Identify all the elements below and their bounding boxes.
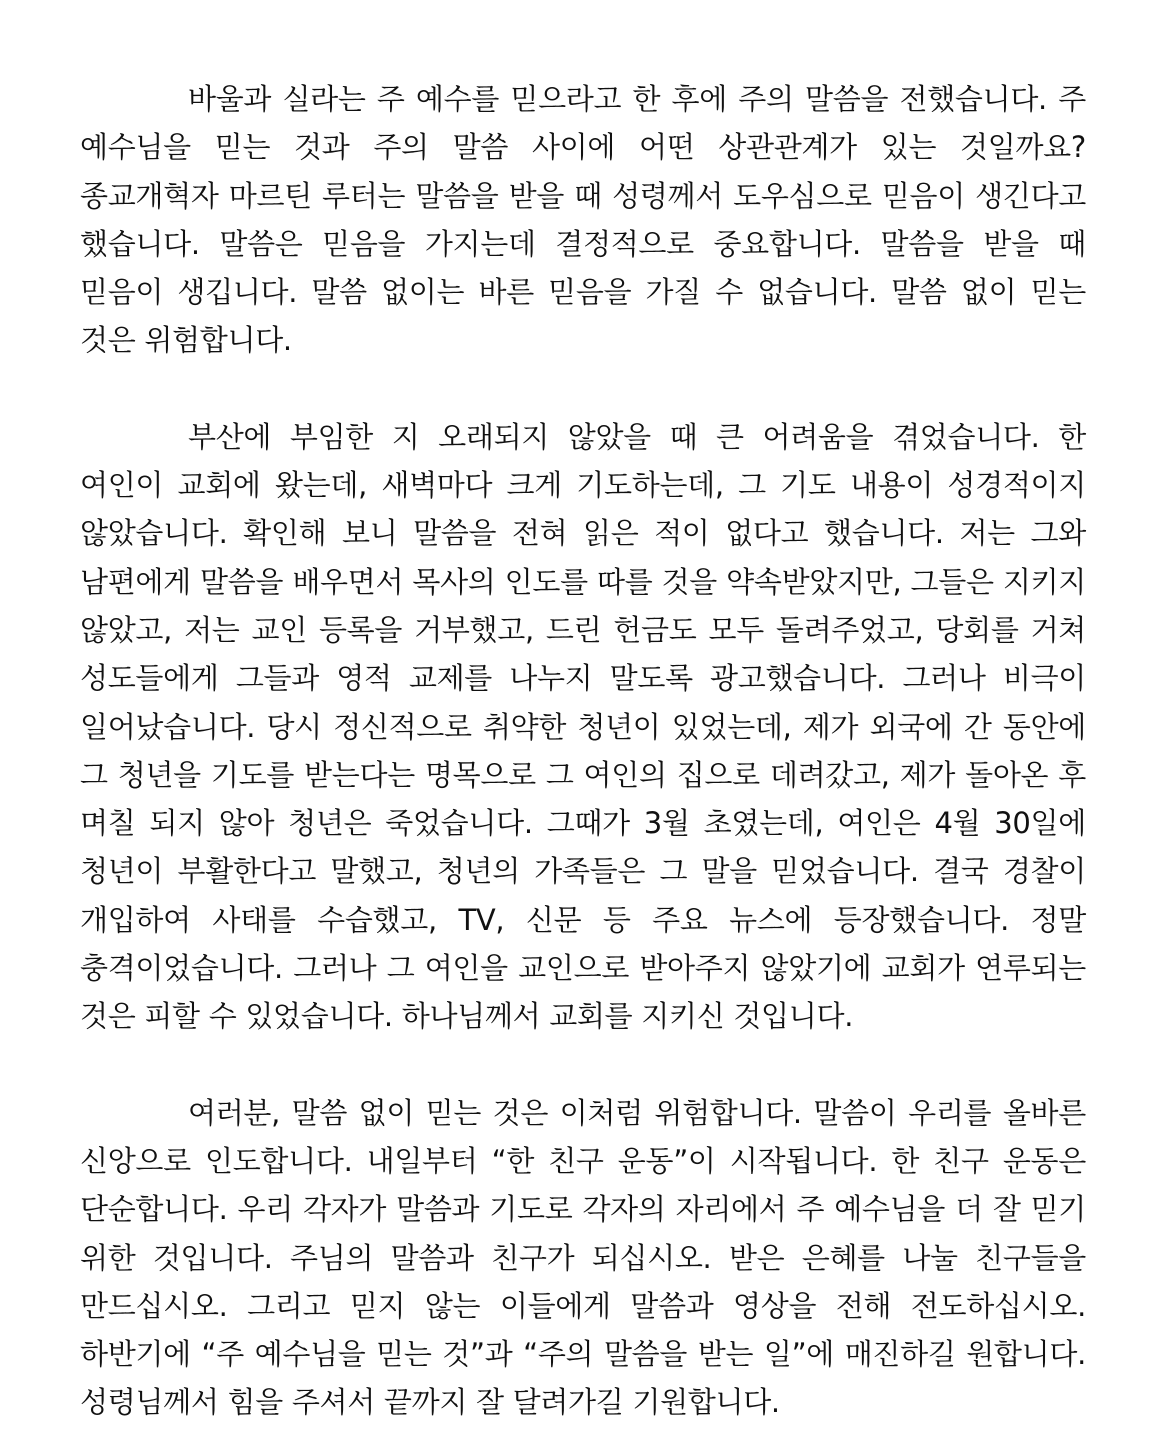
paragraph-1: 바울과 실라는 주 예수를 믿으라고 한 후에 주의 말씀을 전했습니다. 주 예수님을 믿는 것과 주의 말씀 사이에 어떤 상관관계가 있는 것일까요? 종교개혁자 마르틴 루터는 말씀을 받을 때 성령께서 도우심으로 믿음이 생긴다고 했습니다. 말씀은 믿음을 가지는데 결정적으로 중요합니다. 말씀을 받을 때 믿음이 생깁니다. 말씀 없이는 바른 믿음을 가질 수 없습니다. 말씀 없이 믿는 것은 위험합니다. xyxy=(80,82,1087,358)
document-body xyxy=(80,75,1086,1427)
paragraph-2: 부산에 부임한 지 오래되지 않았을 때 큰 어려움을 겪었습니다. 한 여인이 교회에 왔는데, 새벽마다 크게 기도하는데, 그 기도 내용이 성경적이지 않았습니다. 확인해 보니 말씀을 전혀 읽은 적이 없다고 했습니다. 저는 그와 남편에게 말씀을 배우면서 목사의 인도를 따를 것을 약속받았지만, 그들은 지키지 않았고, 저는 교인 등록을 거부했고, 드린 헌금도 모두 돌려주었고, 당회를 거쳐 성도들에게 그들과 영적 교제를 나누지 말도록 광고했습니다. 그러나 비극이 일어났습니다. 당시 정신적으로 취약한 청년이 있었는데, 제가 외국에 간 동안에 그 청년을 기도를 받는다는 명목으로 그 여인의 집으로 데려갔고, 제가 돌아온 후 며칠 되지 않아 청년은 죽었습니다. 그때가 3월 초였는데, 여인은 4월 30일에 청년이 부활한다고 말했고, 청년의 가족들은 그 말을 믿었습니다. 결국 경찰이 개입하여 사태를 수습했고, TV, 신문 등 주요 뉴스에 등장했습니다. 정말 충격이었습니다. 그러나 그 여인을 교인으로 받아주지 않았기에 교회가 연루되는 것은 피할 수 있었습니다. 하나님께서 교회를 지키신 것입니다. xyxy=(80,419,1086,1034)
paragraph-3: 여러분, 말씀 없이 믿는 것은 이처럼 위험합니다. 말씀이 우리를 올바른 신앙으로 인도합니다. 내일부터 “한 친구 운동”이 시작됩니다. 한 친구 운동은 단순합니다. 우리 각자가 말씀과 기도로 각자의 자리에서 주 예수님을 더 잘 믿기 위한 것입니다. 주님의 말씀과 친구가 되십시오. 받은 은혜를 나눌 친구들을 만드십시오. 그리고 믿지 않는 이들에게 말씀과 영상을 전해 전도하십시오. 하반기에 “주 예수님을 믿는 것”과 “주의 말씀을 받는 일”에 매진하길 원합니다. 성령님께서 힘을 주셔서 끝까지 잘 달려가길 기원합니다. xyxy=(80,1095,1086,1420)
